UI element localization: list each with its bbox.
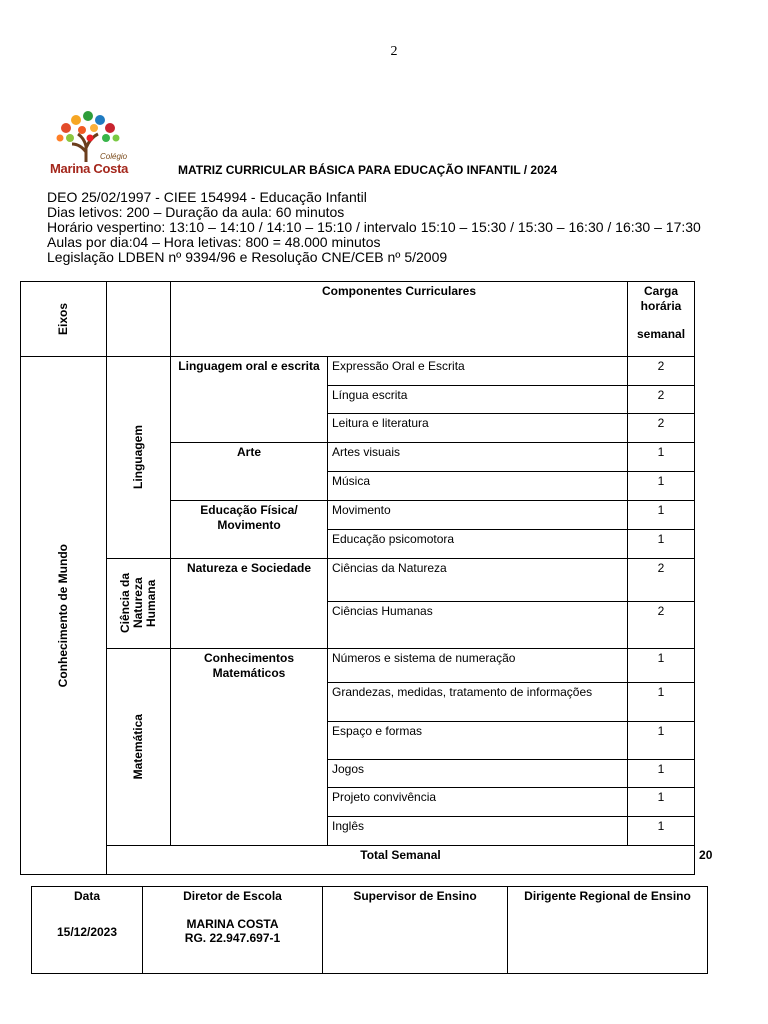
component-cell: Jogos: [328, 760, 628, 788]
info-line: Legislação LDBEN nº 9394/96 e Resolução CNE/CEB nº 5/2009: [47, 249, 448, 265]
hours-cell: 2: [628, 559, 695, 602]
component-cell: Espaço e formas: [328, 722, 628, 760]
hours-cell: 1: [628, 722, 695, 760]
curriculum-table: Eixos Componentes Curriculares Carga horária semanal Conhecimento de Mundo Linguagem Linguagem oral e escrita Expressão Oral e Escrita 2 Língua escrita 2 Leitura e literatura 2 Arte Artes visuais 1 Música 1 Educação Física/ Movimento Movimento 1 Educação psicomotora 1 Ciência da Natureza Humana Natureza e Sociedade Ciências da Natureza 2 Ciências Humanas 2 Matemática Conhecimentos Matemáticos Números e sistema de numeração 1 Grandezas, medidas, tratamento de informações 1 Espaço e formas 1 Jogos 1 Projeto convivência 1 Inglês 1 Total Semanal 20: [20, 281, 695, 875]
group-educacao-fisica: Educação Física/ Movimento: [171, 501, 328, 559]
hours-cell: 1: [628, 443, 695, 472]
hours-cell: 1: [628, 501, 695, 530]
component-cell: Língua escrita: [328, 386, 628, 414]
diretor-label: Diretor de Escola: [183, 889, 282, 903]
area-linguagem: Linguagem: [107, 357, 171, 559]
dirigente-label: Dirigente Regional de Ensino: [524, 889, 691, 903]
component-cell: Ciências da Natureza: [328, 559, 628, 602]
info-line: Aulas por dia:04 – Hora letivas: 800 = 48.000 minutos: [47, 234, 381, 250]
area-matematica: Matemática: [107, 649, 171, 846]
signatures-table: [31, 886, 708, 974]
component-cell: Números e sistema de numeração: [328, 649, 628, 683]
hours-cell: 1: [628, 649, 695, 683]
hours-cell: 2: [628, 414, 695, 443]
hours-cell: 1: [628, 530, 695, 559]
component-cell: Inglês: [328, 817, 628, 846]
info-line: Dias letivos: 200 – Duração da aula: 60 minutos: [47, 204, 345, 220]
hours-cell: 1: [628, 472, 695, 501]
date-value: 15/12/2023: [56, 925, 118, 939]
component-cell: Artes visuais: [328, 443, 628, 472]
component-cell: Expressão Oral e Escrita: [328, 357, 628, 386]
diretor-name: MARINA COSTA: [186, 917, 279, 931]
hours-cell: 1: [628, 683, 695, 722]
supervisor-cell: [323, 887, 508, 974]
header-empty: [107, 282, 171, 357]
hours-cell: 2: [628, 602, 695, 649]
date-label: Data: [73, 889, 100, 903]
group-arte: Arte: [171, 443, 328, 501]
date-cell: [32, 887, 143, 974]
hours-cell: 1: [628, 788, 695, 817]
eixo-conhecimento-de-mundo: Conhecimento de Mundo: [21, 357, 107, 875]
diretor-cell: [143, 887, 323, 974]
info-line: Horário vespertino: 13:10 – 14:10 / 14:10 – 15:10 / intervalo 15:10 – 15:30 / 15:30 – 16:30 / 16:30 – 17:30: [47, 219, 701, 235]
component-cell: Leitura e literatura: [328, 414, 628, 443]
page-number: 2: [390, 44, 398, 59]
hours-cell: 1: [628, 817, 695, 846]
hours-cell: 2: [628, 386, 695, 414]
header-carga: Carga horária semanal: [628, 282, 695, 357]
total-label: Total Semanal: [107, 846, 695, 875]
hours-cell: 2: [628, 357, 695, 386]
component-cell: Educação psicomotora: [328, 530, 628, 559]
component-cell: Ciências Humanas: [328, 602, 628, 649]
group-conhecimentos-matematicos: Conhecimentos Matemáticos: [171, 649, 328, 846]
dirigente-cell: [508, 887, 708, 974]
area-ciencia: Ciência da Natureza Humana: [107, 559, 171, 649]
component-cell: Música: [328, 472, 628, 501]
component-cell: Movimento: [328, 501, 628, 530]
group-natureza-sociedade: Natureza e Sociedade: [171, 559, 328, 649]
hours-cell: 1: [628, 760, 695, 788]
component-cell: Projeto convivência: [328, 788, 628, 817]
supervisor-label: Supervisor de Ensino: [353, 889, 477, 903]
logo-subtitle: Colégio: [100, 152, 128, 161]
document-title: MATRIZ CURRICULAR BÁSICA PARA EDUCAÇÃO INFANTIL / 2024: [178, 163, 558, 177]
info-line: DEO 25/02/1997 - CIEE 154994 - Educação Infantil: [47, 189, 367, 205]
logo-name: Marina Costa: [50, 161, 129, 176]
header-eixos: Eixos: [21, 282, 107, 357]
info-block: [47, 190, 701, 265]
group-linguagem-oral: Linguagem oral e escrita: [171, 357, 328, 443]
component-cell: Grandezas, medidas, tratamento de informações: [328, 683, 628, 722]
diretor-rg: RG. 22.947.697-1: [184, 931, 281, 945]
header-componentes: Componentes Curriculares: [171, 282, 628, 357]
